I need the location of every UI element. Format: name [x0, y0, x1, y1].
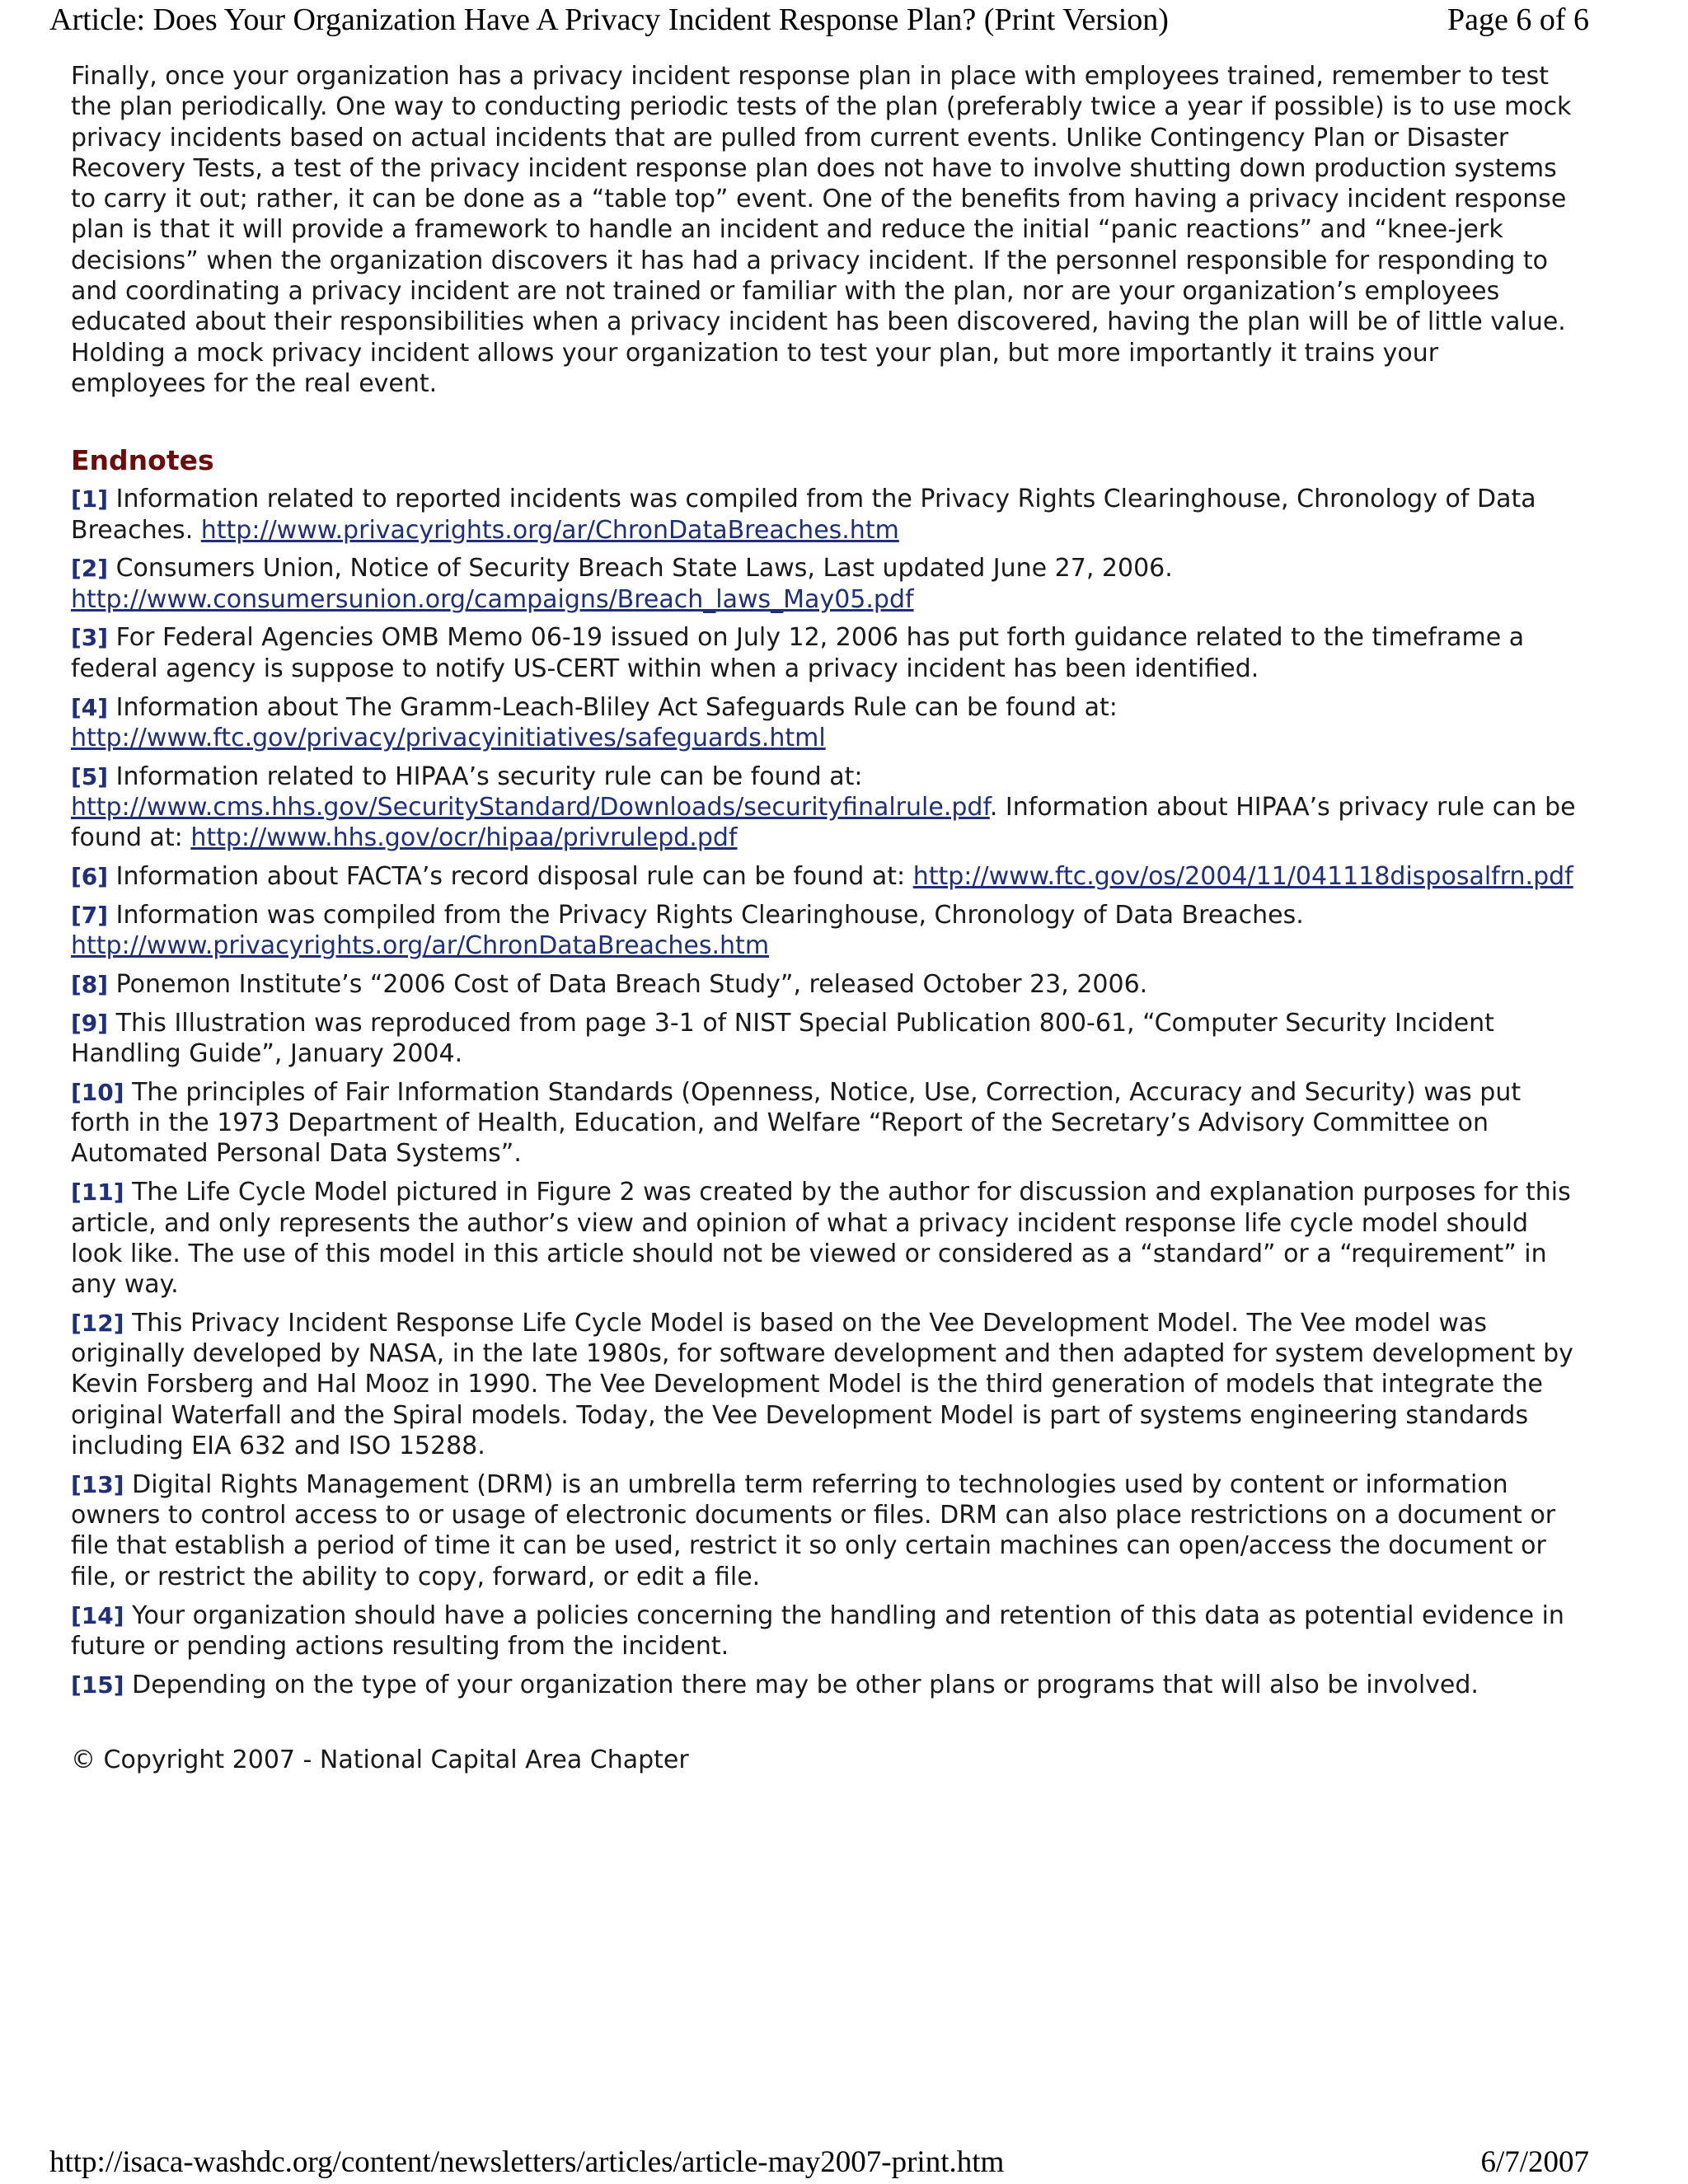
endnote-text: Consumers Union, Notice of Security Breach State Laws, Last updated June 27, 2006.: [108, 554, 1173, 583]
endnote: [71, 1469, 1579, 1592]
print-header-title: Article: Does Your Organization Have A Privacy Incident Response Plan? (Print Version): [49, 2, 1169, 37]
article-content: [71, 61, 1579, 1775]
endnote-number[interactable]: [11]: [71, 1179, 124, 1207]
endnote: [71, 1077, 1579, 1169]
endnote: [71, 1008, 1579, 1070]
endnote-number[interactable]: [8]: [71, 970, 109, 998]
endnote: [71, 1177, 1579, 1300]
endnote-number[interactable]: [12]: [71, 1309, 124, 1337]
endnote-text: Depending on the type of your organization there may be other plans or programs that will also be involved.: [124, 1670, 1479, 1699]
endnote-text: Information related to HIPAA’s security rule can be found at:: [108, 762, 863, 791]
endnote: [71, 1670, 1579, 1700]
endnote-number[interactable]: [6]: [71, 863, 109, 891]
endnote-link[interactable]: http://www.consumersunion.org/campaigns/Breach_laws_May05.pdf: [71, 584, 914, 614]
endnote-number[interactable]: [13]: [71, 1470, 124, 1498]
endnote-link[interactable]: http://www.cms.hhs.gov/SecurityStandard/Downloads/securityfinalrule.pdf: [71, 792, 990, 822]
endnote: [71, 969, 1579, 1000]
endnote: [71, 622, 1579, 684]
endnote-link[interactable]: http://www.privacyrights.org/ar/ChronDataBreaches.htm: [200, 515, 899, 545]
closing-paragraph: Finally, once your organization has a privacy incident response plan in place with employees trained, remember to test the plan periodically. One way to conducting periodic tests of the plan (preferably twice a year if possible) is to use mock privacy incidents based on actual incidents that are pulled from current events. Unlike Contingency Plan or Disaster Recovery Tests, a test of the privacy incident response plan does not have to involve shutting down production systems to carry it out; rather, it can be done as a “table top” event. One of the benefits from having a privacy incident response plan is that it will provide a framework to handle an incident and reduce the initial “panic reactions” and “knee-jerk decisions” when the organization discovers it has had a privacy incident. If the personnel responsible for responding to and coordinating a privacy incident are not trained or familiar with the plan, nor are your organization’s employees educated about their responsibilities when a privacy incident has been discovered, having the plan will be of little value. Holding a mock privacy incident allows your organization to test your plan, but more importantly it trains your employees for the real event.: [71, 62, 1572, 398]
copyright-notice: © Copyright 2007 - National Capital Area Chapter: [71, 1745, 689, 1774]
endnote-link[interactable]: http://www.ftc.gov/os/2004/11/041118disposalfrn.pdf: [912, 862, 1573, 892]
endnote-link[interactable]: http://www.hhs.gov/ocr/hipaa/privrulepd.pdf: [190, 823, 738, 853]
print-header: [49, 0, 1589, 40]
footer-url: http://isaca-washdc.org/content/newsletters/articles/article-may2007-print.htm: [49, 2145, 1005, 2179]
endnote-number[interactable]: [5]: [71, 762, 109, 790]
endnote: [71, 861, 1579, 892]
endnote-number[interactable]: [9]: [71, 1009, 109, 1037]
print-footer: [49, 2143, 1589, 2182]
endnote-text: Ponemon Institute’s “2006 Cost of Data Breach Study”, released October 23, 2006.: [108, 969, 1148, 999]
endnote: [71, 762, 1579, 854]
endnote-text: The Life Cycle Model pictured in Figure 2 was created by the author for discussion and explanation purposes for this article, and only represents the author’s view and opinion of what a privacy incident response life cycle model should look like. The use of this model in this article should not be viewed or considered as a “standard” or a “requirement” in any way.: [71, 1178, 1571, 1300]
endnotes-list: [71, 484, 1579, 1700]
endnote-number[interactable]: [3]: [71, 624, 109, 652]
endnote-number[interactable]: [7]: [71, 901, 109, 929]
endnote-number[interactable]: [10]: [71, 1078, 124, 1106]
endnote-text: Digital Rights Management (DRM) is an umbrella term referring to technologies used by content or information owners to control access to or usage of electronic documents or files. DRM can also place restrictions on a document or file that establish a period of time it can be used, restrict it so only certain machines can open/access the document or file, or restrict the ability to copy, forward, or edit a file.: [71, 1469, 1556, 1591]
endnotes-heading: Endnotes: [71, 444, 214, 477]
endnote-number[interactable]: [14]: [71, 1601, 124, 1629]
endnote: [71, 1308, 1579, 1461]
endnote-text: This Privacy Incident Response Life Cycle Model is based on the Vee Development Model. The Vee model was originally developed by NASA, in the late 1980s, for software development and then adapted for system development by Kevin Forsberg and Hal Mooz in 1990. The Vee Development Model is the third generation of models that integrate the original Waterfall and the Spiral models. Today, the Vee Development Model is part of systems engineering standards including EIA 632 and ISO 15288.: [71, 1308, 1573, 1461]
page-number: Page 6 of 6: [1447, 2, 1589, 37]
endnote-link[interactable]: http://www.privacyrights.org/ar/ChronDataBreaches.htm: [71, 931, 770, 961]
endnote-text: Information about FACTA’s record disposal rule can be found at:: [108, 862, 913, 892]
endnote: [71, 900, 1579, 962]
endnote-text: Your organization should have a policies concerning the handling and retention of this data as potential evidence in future or pending actions resulting from the incident.: [71, 1601, 1564, 1661]
endnote-number[interactable]: [2]: [71, 555, 109, 583]
endnote-text: Information about The Gramm-Leach-Bliley Act Safeguards Rule can be found at:: [108, 692, 1118, 722]
endnote-text: The principles of Fair Information Standards (Openness, Notice, Use, Correction, Accuracy and Security) was put forth in the 1973 Department of Health, Education, and Welfare “Report of the Secretary’s Advisory Committee on Automated Personal Data Systems”.: [71, 1077, 1522, 1169]
footer-date: 6/7/2007: [1480, 2145, 1589, 2179]
endnote-number[interactable]: [1]: [71, 485, 109, 513]
endnote: [71, 484, 1579, 546]
endnote-number[interactable]: [15]: [71, 1671, 124, 1699]
endnote-text: For Federal Agencies OMB Memo 06-19 issued on July 12, 2006 has put forth guidance related to the timeframe a federal agency is suppose to notify US-CERT within when a privacy incident has been identified.: [71, 623, 1525, 683]
endnote-number[interactable]: [4]: [71, 693, 109, 721]
endnote-text: Information was compiled from the Privacy Rights Clearinghouse, Chronology of Data Breaches.: [108, 900, 1304, 930]
endnote: [71, 1601, 1579, 1662]
endnote-text: This Illustration was reproduced from page 3-1 of NIST Special Publication 800-61, “Computer Security Incident Handling Guide”, January 2004.: [71, 1008, 1494, 1069]
endnote-link[interactable]: http://www.ftc.gov/privacy/privacyinitiatives/safeguards.html: [71, 723, 826, 752]
endnote-text-continued: . Information about HIPAA’s privacy rule can be found at:: [71, 792, 1576, 853]
endnote: [71, 553, 1579, 615]
endnote-text: Information related to reported incidents was compiled from the Privacy Rights Clearinghouse, Chronology of Data Breaches.: [71, 485, 1536, 545]
endnote: [71, 692, 1579, 754]
